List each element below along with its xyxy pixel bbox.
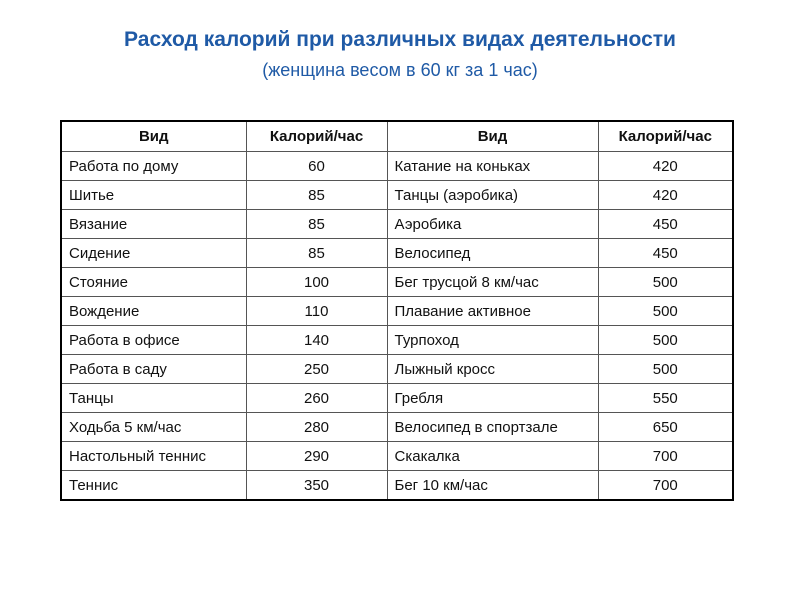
activity-cell: Работа в саду: [61, 355, 246, 384]
activity-cell: Стояние: [61, 268, 246, 297]
activity-cell: Танцы: [61, 384, 246, 413]
calories-cell: 110: [246, 297, 387, 326]
calories-cell: 85: [246, 181, 387, 210]
calories-cell: 250: [246, 355, 387, 384]
calories-cell: 500: [598, 268, 733, 297]
calories-cell: 280: [246, 413, 387, 442]
activity-cell: Вождение: [61, 297, 246, 326]
table-row: [61, 297, 733, 326]
calories-cell: 85: [246, 210, 387, 239]
table-row: [61, 210, 733, 239]
calories-cell: 450: [598, 210, 733, 239]
table-header-row: [61, 121, 733, 152]
calories-cell: 700: [598, 442, 733, 471]
calories-cell: 500: [598, 297, 733, 326]
calorie-table: [60, 120, 734, 501]
activity-cell: Лыжный кросс: [387, 355, 598, 384]
table-row: [61, 413, 733, 442]
activity-cell: Сидение: [61, 239, 246, 268]
activity-cell: Шитье: [61, 181, 246, 210]
table-row: [61, 152, 733, 181]
calories-cell: 420: [598, 181, 733, 210]
calories-cell: 500: [598, 326, 733, 355]
header-calories-2: Калорий/час: [598, 121, 733, 152]
activity-cell: Велосипед: [387, 239, 598, 268]
table-row: [61, 268, 733, 297]
calories-cell: 85: [246, 239, 387, 268]
activity-cell: Бег 10 км/час: [387, 471, 598, 501]
activity-cell: Вязание: [61, 210, 246, 239]
table-row: [61, 239, 733, 268]
header-calories-1: Калорий/час: [246, 121, 387, 152]
calories-cell: 500: [598, 355, 733, 384]
activity-cell: Скакалка: [387, 442, 598, 471]
table-row: [61, 442, 733, 471]
activity-cell: Катание на коньках: [387, 152, 598, 181]
activity-cell: Работа в офисе: [61, 326, 246, 355]
activity-cell: Аэробика: [387, 210, 598, 239]
calories-cell: 260: [246, 384, 387, 413]
activity-cell: Танцы (аэробика): [387, 181, 598, 210]
calories-cell: 450: [598, 239, 733, 268]
table-row: [61, 181, 733, 210]
calories-cell: 290: [246, 442, 387, 471]
calories-cell: 700: [598, 471, 733, 501]
calories-cell: 350: [246, 471, 387, 501]
activity-cell: Работа по дому: [61, 152, 246, 181]
activity-cell: Бег трусцой 8 км/час: [387, 268, 598, 297]
activity-cell: Теннис: [61, 471, 246, 501]
page-title: Расход калорий при различных видах деятельности: [124, 28, 676, 51]
calories-cell: 650: [598, 413, 733, 442]
activity-cell: Велосипед в спортзале: [387, 413, 598, 442]
header-activity-1: Вид: [61, 121, 246, 152]
table-row: [61, 471, 733, 501]
activity-cell: Настольный теннис: [61, 442, 246, 471]
activity-cell: Ходьба 5 км/час: [61, 413, 246, 442]
table-row: [61, 384, 733, 413]
table-row: [61, 326, 733, 355]
calories-cell: 140: [246, 326, 387, 355]
activity-cell: Турпоход: [387, 326, 598, 355]
calories-cell: 550: [598, 384, 733, 413]
calories-cell: 420: [598, 152, 733, 181]
activity-cell: Плавание активное: [387, 297, 598, 326]
page-subtitle: (женщина весом в 60 кг за 1 час): [262, 60, 538, 80]
table-row: [61, 355, 733, 384]
calories-cell: 60: [246, 152, 387, 181]
header-activity-2: Вид: [387, 121, 598, 152]
activity-cell: Гребля: [387, 384, 598, 413]
calories-cell: 100: [246, 268, 387, 297]
